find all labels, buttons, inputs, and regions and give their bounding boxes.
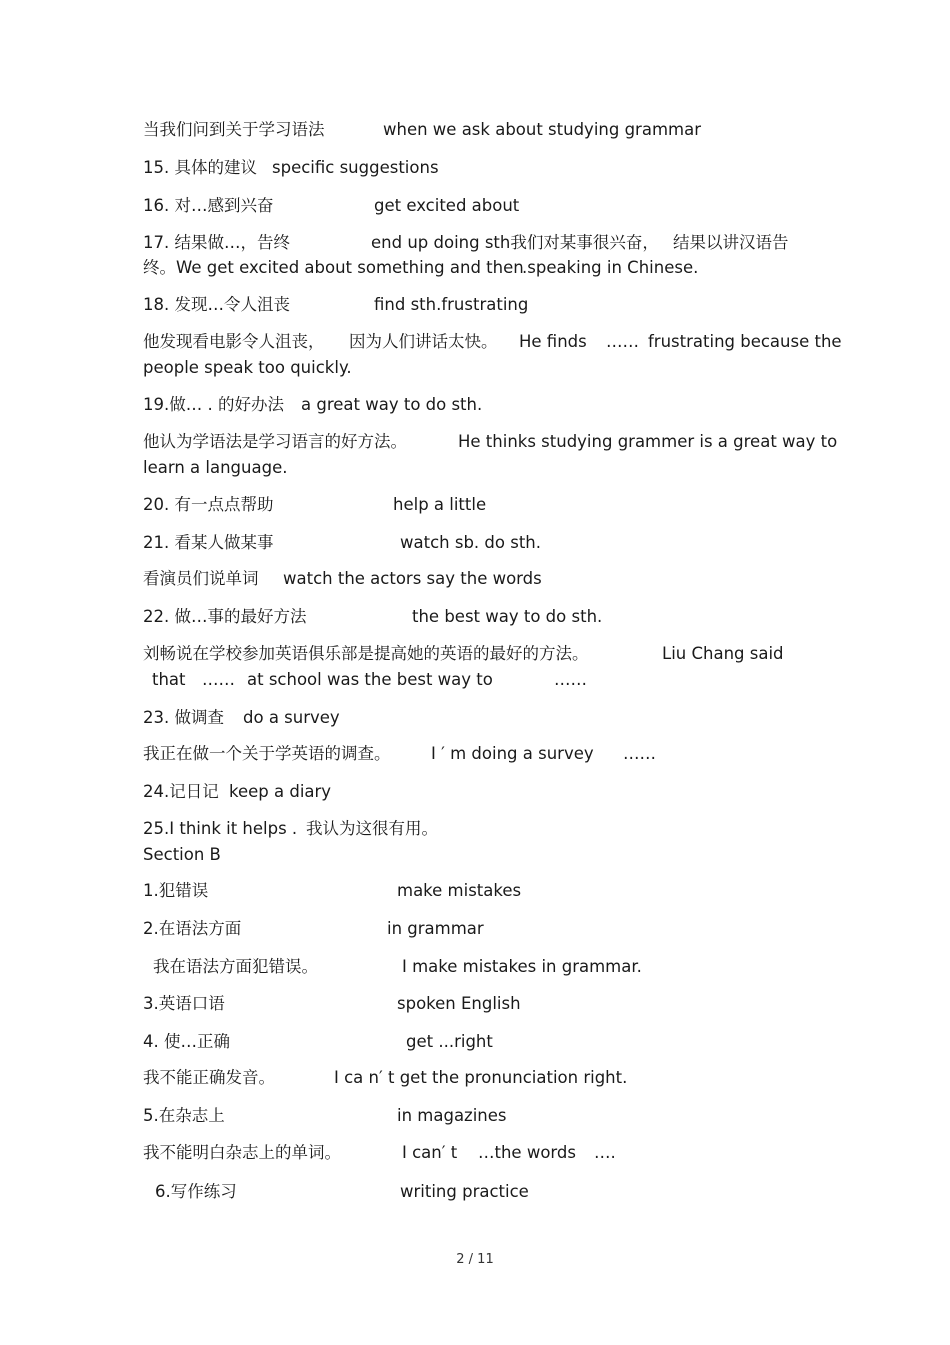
- item-20-en: help a little: [393, 495, 487, 514]
- b-item-6-en: writing practice: [400, 1182, 529, 1201]
- example-cn: 他发现看电影令人沮丧，: [143, 332, 325, 351]
- example-cn: 我正在做一个关于学英语的调查。: [143, 744, 391, 763]
- b-item-6-cn: 6.写作练习: [155, 1182, 237, 1201]
- ellipsis: ….: [594, 1143, 616, 1162]
- item-15-cn: 15. 具体的建议: [143, 158, 257, 177]
- example-en: I ca n′ t get the pronunciation right.: [334, 1068, 628, 1087]
- example-en: I can′ t: [402, 1143, 458, 1162]
- b-item-3-en: spoken English: [397, 994, 521, 1013]
- example-en-3: people speak too quickly.: [143, 358, 352, 377]
- ellipsis: ……: [554, 670, 587, 689]
- item-22-en: the best way to do sth.: [412, 607, 603, 626]
- example-en: He thinks studying grammer is a great way to: [458, 432, 838, 451]
- page-number: 2 / 11: [456, 1252, 494, 1267]
- item-17-line2: 终。We get excited about something and then: [143, 258, 524, 277]
- ellipsis: ……: [606, 332, 639, 351]
- b-item-2-cn: 2.在语法方面: [143, 919, 242, 938]
- item-17-cn-2: 结果以讲汉语告: [673, 233, 789, 252]
- line-text: 当我们问到关于学习语法: [143, 120, 325, 139]
- item-19-en: a great way to do sth.: [301, 395, 483, 414]
- example-en-2: …the words: [478, 1143, 576, 1162]
- item-23-en: do a survey: [243, 708, 340, 727]
- example-en-2: frustrating because the: [648, 332, 842, 351]
- line-text: when we ask about studying grammar: [383, 120, 701, 139]
- item-17-line2b: .speaking in Chinese.: [522, 258, 699, 277]
- b-item-2-en: in grammar: [387, 919, 484, 938]
- item-18-en: find sth.frustrating: [374, 295, 529, 314]
- item-25-cn: 我认为这很有用。: [306, 819, 438, 838]
- ellipsis: ……: [623, 744, 656, 763]
- section-heading: Section B: [143, 845, 221, 864]
- ellipsis: ……: [202, 670, 235, 689]
- example-en: watch the actors say the words: [283, 569, 542, 588]
- item-20-cn: 20. 有一点点帮助: [143, 495, 274, 514]
- example-cn: 我在语法方面犯错误。: [153, 957, 318, 976]
- item-24-cn: 24.记日记: [143, 782, 219, 801]
- b-item-4-en: get ...right: [406, 1032, 493, 1051]
- example-cn: 看演员们说单词: [143, 569, 259, 588]
- example-en-2: learn a language.: [143, 458, 288, 477]
- item-16-cn: 16. 对…感到兴奋: [143, 196, 274, 215]
- item-24-en: keep a diary: [229, 782, 332, 801]
- example-cn: 刘畅说在学校参加英语俱乐部是提高她的英语的最好的方法。: [143, 644, 589, 663]
- item-18-cn: 18. 发现…令人沮丧: [143, 295, 290, 314]
- example-cn: 我不能明白杂志上的单词。: [143, 1143, 341, 1162]
- example-en: Liu Chang said: [662, 644, 784, 663]
- item-25-en: 25.I think it helps .: [143, 819, 298, 838]
- b-item-5-en: in magazines: [397, 1106, 507, 1125]
- b-item-4-cn: 4. 使…正确: [143, 1032, 230, 1051]
- example-cn: 他认为学语法是学习语言的好方法。: [143, 432, 407, 451]
- item-23-cn: 23. 做调查: [143, 708, 224, 727]
- b-item-1-cn: 1.犯错误: [143, 881, 209, 900]
- item-21-en: watch sb. do sth.: [400, 533, 541, 552]
- b-item-1-en: make mistakes: [397, 881, 522, 900]
- b-item-5-cn: 5.在杂志上: [143, 1106, 225, 1125]
- example-en: I make mistakes in grammar.: [402, 957, 642, 976]
- item-15-en: specific suggestions: [272, 158, 439, 177]
- b-item-3-cn: 3.英语口语: [143, 994, 225, 1013]
- example-cn-2: 因为人们讲话太快。: [349, 332, 498, 351]
- item-17-en: end up doing sth我们对某事很兴奋，: [371, 233, 659, 252]
- example-en: I ′ m doing a survey: [431, 744, 594, 763]
- example-en-2: that: [152, 670, 186, 689]
- example-en-3: at school was the best way to: [247, 670, 493, 689]
- example-cn: 我不能正确发音。: [143, 1068, 275, 1087]
- item-22-cn: 22. 做…事的最好方法: [143, 607, 307, 626]
- item-17-cn: 17. 结果做…，告终: [143, 233, 290, 252]
- item-19-cn: 19.做… . 的好办法: [143, 395, 284, 414]
- item-21-cn: 21. 看某人做某事: [143, 533, 274, 552]
- example-en: He finds: [519, 332, 587, 351]
- item-16-en: get excited about: [374, 196, 520, 215]
